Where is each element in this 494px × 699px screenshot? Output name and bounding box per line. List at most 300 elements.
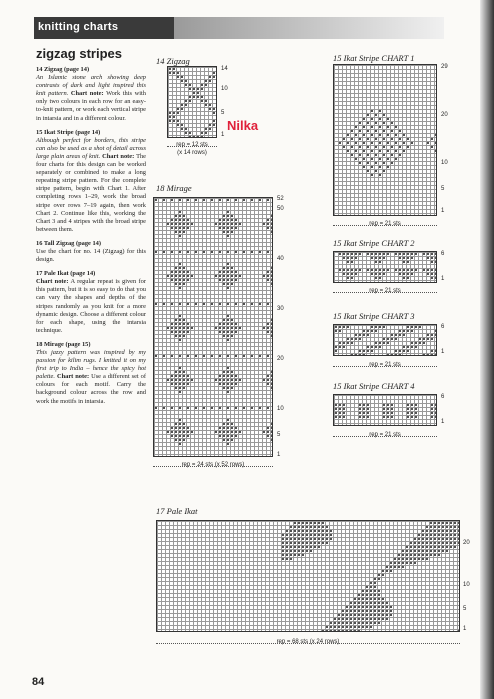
stitch-mark [422,542,424,544]
stitch-mark [271,267,273,269]
stitch-mark [163,303,165,305]
row-label: 10 [277,406,284,412]
stitch-mark [347,253,349,255]
entry [36,341,146,406]
stitch-mark [183,279,185,281]
stitch-mark [446,550,448,552]
stitch-mark [359,354,361,356]
stitch-mark [183,327,185,329]
stitch-mark [375,138,377,140]
stitch-mark [326,630,328,632]
stitch-mark [435,273,437,275]
stitch-mark [423,253,425,255]
stitch-mark [395,350,397,352]
stitch-mark [286,550,288,552]
stitch-mark [358,626,360,628]
stitch-mark [223,271,225,273]
stitch-mark [378,574,380,576]
entry-note-label: Chart note: [56,373,90,381]
stitch-mark [239,431,241,433]
stitch-mark [398,562,400,564]
stitch-mark [395,269,397,271]
stitch-mark [189,132,191,134]
stitch-mark [183,431,185,433]
stitch-mark [271,371,273,373]
stitch-mark [227,303,229,305]
stitch-mark [366,606,368,608]
row-label: 6 [441,324,445,330]
stitch-mark [271,331,273,333]
stitch-mark [171,327,173,329]
stitch-mark [322,538,324,540]
stitch-mark [371,326,373,328]
stitch-mark [267,275,269,277]
stitch-mark [446,522,448,524]
stitch-mark [374,614,376,616]
stitch-mark [454,526,456,528]
stitch-mark [179,219,181,221]
stitch-mark [411,408,413,410]
stitch-mark [322,526,324,528]
stitch-mark [411,269,413,271]
repeat-label: rep = 24 sts (x 52 rows) [181,462,245,468]
stitch-mark [359,146,361,148]
stitch-mark [271,379,273,381]
stitch-mark [363,334,365,336]
stitch-mark [415,269,417,271]
stitch-mark [193,92,195,94]
stitch-mark [395,142,397,144]
stitch-mark [219,219,221,221]
stitch-mark [414,550,416,552]
stitch-mark [267,375,269,377]
stitch-mark [231,383,233,385]
stitch-mark [339,342,341,344]
stitch-mark [185,100,187,102]
stitch-mark [201,100,203,102]
stitch-mark [239,223,241,225]
stitch-mark [181,80,183,82]
stitch-mark [343,412,345,414]
stitch-mark [189,100,191,102]
stitch-mark [403,269,405,271]
stitch-mark [438,522,440,524]
stitch-mark [310,538,312,540]
stitch-mark [213,72,215,74]
stitch-mark [379,257,381,259]
stitch-mark [219,435,221,437]
stitch-mark [179,263,181,265]
stitch-mark [379,150,381,152]
stitch-mark [306,526,308,528]
stitch-mark [454,534,456,536]
stitch-mark [267,407,269,409]
stitch-mark [339,346,341,348]
stitch-mark [402,550,404,552]
stitch-mark [375,273,377,275]
stitch-mark [179,319,181,321]
stitch-mark [347,269,349,271]
stitch-mark [179,379,181,381]
stitch-mark [379,269,381,271]
stitch-mark [267,435,269,437]
stitch-mark [386,618,388,620]
stitch-mark [223,379,225,381]
stitch-mark [411,342,413,344]
stitch-mark [267,379,269,381]
stitch-mark [219,431,221,433]
stitch-mark [227,431,229,433]
stitch-mark [350,602,352,604]
stitch-mark [351,154,353,156]
stitch-mark [415,326,417,328]
stitch-mark [411,404,413,406]
stitch-mark [203,355,205,357]
stitch-mark [286,538,288,540]
stitch-mark [205,132,207,134]
stitch-mark [175,439,177,441]
stitch-mark [378,594,380,596]
stitch-mark [326,526,328,528]
stitch-mark [430,550,432,552]
stitch-mark [339,416,341,418]
stitch-mark [223,283,225,285]
stitch-mark [406,562,408,564]
stitch-mark [371,253,373,255]
stitch-mark [302,542,304,544]
stitch-mark [355,142,357,144]
stitch-mark [330,530,332,532]
stitch-mark [359,138,361,140]
stitch-mark [322,522,324,524]
stitch-mark [343,273,345,275]
stitch-mark [330,534,332,536]
stitch-mark [271,279,273,281]
stitch-mark [371,346,373,348]
stitch-mark [223,219,225,221]
stitch-mark [379,166,381,168]
stitch-mark [227,263,229,265]
stitch-mark [334,626,336,628]
stitch-mark [342,614,344,616]
stitch-mark [430,526,432,528]
stitch-mark [362,614,364,616]
row-label: 50 [277,206,284,212]
stitch-mark [391,122,393,124]
stitch-mark [458,542,460,544]
stitch-mark [187,355,189,357]
chart-ikat1 [333,64,437,216]
stitch-mark [415,342,417,344]
stitch-mark [438,526,440,528]
repeat-label: rep = 21 sts [369,288,401,294]
stitch-mark [155,303,157,305]
stitch-mark [267,271,269,273]
stitch-mark [366,594,368,596]
stitch-mark [418,542,420,544]
stitch-mark [205,104,207,106]
stitch-mark [227,251,229,253]
stitch-mark [267,279,269,281]
stitch-mark [355,150,357,152]
stitch-mark [343,253,345,255]
stitch-mark [187,379,189,381]
stitch-mark [458,538,460,540]
stitch-mark [366,614,368,616]
stitch-mark [177,76,179,78]
stitch-mark [179,279,181,281]
stitch-mark [223,215,225,217]
stitch-mark [179,231,181,233]
stitch-mark [450,522,452,524]
stitch-mark [286,546,288,548]
stitch-mark [395,338,397,340]
row-label: 52 [277,196,284,202]
stitch-mark [351,261,353,263]
stitch-mark [302,534,304,536]
stitch-mark [358,630,360,632]
stitch-mark [271,227,273,229]
stitch-mark [195,355,197,357]
stitch-mark [310,534,312,536]
chart-ikat2 [333,251,437,283]
chart-zigzag [167,66,217,138]
stitch-mark [431,261,433,263]
stitch-mark [387,416,389,418]
row-label: 10 [441,160,448,166]
stitch-mark [442,530,444,532]
row-label: 6 [441,251,445,257]
stitch-mark [366,610,368,612]
stitch-mark [438,530,440,532]
stitch-mark [219,199,221,201]
stitch-mark [179,355,181,357]
stitch-mark [367,114,369,116]
stitch-mark [363,330,365,332]
stitch-mark [179,227,181,229]
stitch-mark [398,566,400,568]
stitch-mark [302,546,304,548]
stitch-mark [363,158,365,160]
stitch-mark [231,431,233,433]
stitch-mark [370,626,372,628]
stitch-mark [375,122,377,124]
stitch-mark [335,326,337,328]
stitch-mark [271,275,273,277]
chart-title-ikat2: 15 Ikat Stripe CHART 2 [333,238,415,248]
stitch-mark [426,554,428,556]
stitch-mark [382,606,384,608]
stitch-mark [378,610,380,612]
stitch-mark [290,554,292,556]
stitch-mark [367,170,369,172]
stitch-mark [359,253,361,255]
stitch-mark [403,261,405,263]
stitch-mark [359,404,361,406]
stitch-mark [339,269,341,271]
stitch-mark [351,130,353,132]
stitch-mark [450,538,452,540]
stitch-mark [183,267,185,269]
stitch-mark [426,530,428,532]
stitch-mark [430,534,432,536]
stitch-mark [370,606,372,608]
stitch-mark [197,96,199,98]
stitch-mark [375,261,377,263]
stitch-mark [458,534,460,536]
stitch-mark [179,419,181,421]
stitch-mark [227,327,229,329]
stitch-mark [181,76,183,78]
stitch-mark [395,134,397,136]
stitch-mark [374,610,376,612]
stitch-mark [362,606,364,608]
stitch-mark [231,423,233,425]
stitch-mark [374,590,376,592]
stitch-mark [227,219,229,221]
stitch-mark [191,379,193,381]
stitch-mark [271,327,273,329]
stitch-mark [179,391,181,393]
stitch-mark [407,277,409,279]
stitch-mark [298,538,300,540]
stitch-mark [183,383,185,385]
stitch-mark [367,408,369,410]
stitch-mark [370,602,372,604]
stitch-mark [179,407,181,409]
stitch-mark [179,211,181,213]
stitch-mark [358,622,360,624]
stitch-mark [259,355,261,357]
row-label: 1 [221,132,225,138]
stitch-mark [282,538,284,540]
stitch-mark [403,142,405,144]
stitch-mark [251,251,253,253]
stitch-mark [179,287,181,289]
stitch-mark [407,408,409,410]
stitch-mark [179,283,181,285]
stitch-mark [201,132,203,134]
stitch-mark [418,554,420,556]
stitch-mark [227,427,229,429]
stitch-mark [314,534,316,536]
stitch-mark [411,142,413,144]
stitch-mark [435,350,437,352]
stitch-mark [173,120,175,122]
stitch-mark [227,211,229,213]
stitch-mark [399,253,401,255]
stitch-mark [231,231,233,233]
stitch-mark [434,534,436,536]
stitch-mark [415,346,417,348]
stitch-mark [379,126,381,128]
stitch-mark [343,326,345,328]
stitch-mark [347,273,349,275]
stitch-mark [458,522,460,524]
stitch-mark [191,223,193,225]
stitch-mark [358,618,360,620]
stitch-mark [391,130,393,132]
stitch-mark [359,269,361,271]
stitch-mark [427,334,429,336]
stitch-mark [343,257,345,259]
stitch-mark [231,319,233,321]
stitch-mark [183,379,185,381]
stitch-mark [391,138,393,140]
chart-pattern [334,325,436,355]
stitch-mark [454,546,456,548]
stitch-mark [435,330,437,332]
stitch-mark [423,269,425,271]
stitch-mark [418,558,420,560]
repeat-label: rep = 21 sts [369,221,401,227]
stitch-mark [179,199,181,201]
chart-pattern [334,252,436,282]
stitch-mark [201,88,203,90]
stitch-mark [375,342,377,344]
stitch-mark [227,379,229,381]
stitch-mark [355,334,357,336]
stitch-mark [223,227,225,229]
stitch-mark [371,269,373,271]
stitch-mark [390,570,392,572]
stitch-mark [410,542,412,544]
stitch-mark [367,253,369,255]
row-label: 20 [277,356,284,362]
stitch-mark [374,606,376,608]
stitch-mark [334,622,336,624]
stitch-mark [271,335,273,337]
stitch-mark [223,223,225,225]
stitch-mark [175,219,177,221]
stitch-mark [378,618,380,620]
stitch-mark [362,602,364,604]
stitch-mark [418,550,420,552]
stitch-mark [387,126,389,128]
stitch-mark [187,251,189,253]
stitch-mark [235,275,237,277]
stitch-mark [227,375,229,377]
stitch-mark [179,387,181,389]
stitch-mark [371,166,373,168]
stitch-mark [314,546,316,548]
stitch-mark [271,435,273,437]
stitch-mark [335,346,337,348]
stitch-mark [386,602,388,604]
stitch-mark [235,199,237,201]
stitch-mark [414,554,416,556]
stitch-mark [235,223,237,225]
stitch-mark [187,303,189,305]
stitch-mark [175,435,177,437]
stitch-mark [231,335,233,337]
stitch-mark [282,558,284,560]
stitch-mark [171,279,173,281]
stitch-mark [407,350,409,352]
stitch-mark [342,630,344,632]
entry-intro: An Islamic stone arch showing deep contrasts of dark and light inspired this knit pattern. [36,74,146,98]
stitch-mark [411,273,413,275]
entry [36,129,146,234]
stitch-mark [263,379,265,381]
stitch-mark [227,235,229,237]
stitch-mark [227,407,229,409]
stitch-mark [267,323,269,325]
stitch-mark [354,622,356,624]
stitch-mark [203,199,205,201]
stitch-mark [243,303,245,305]
stitch-mark [454,538,456,540]
